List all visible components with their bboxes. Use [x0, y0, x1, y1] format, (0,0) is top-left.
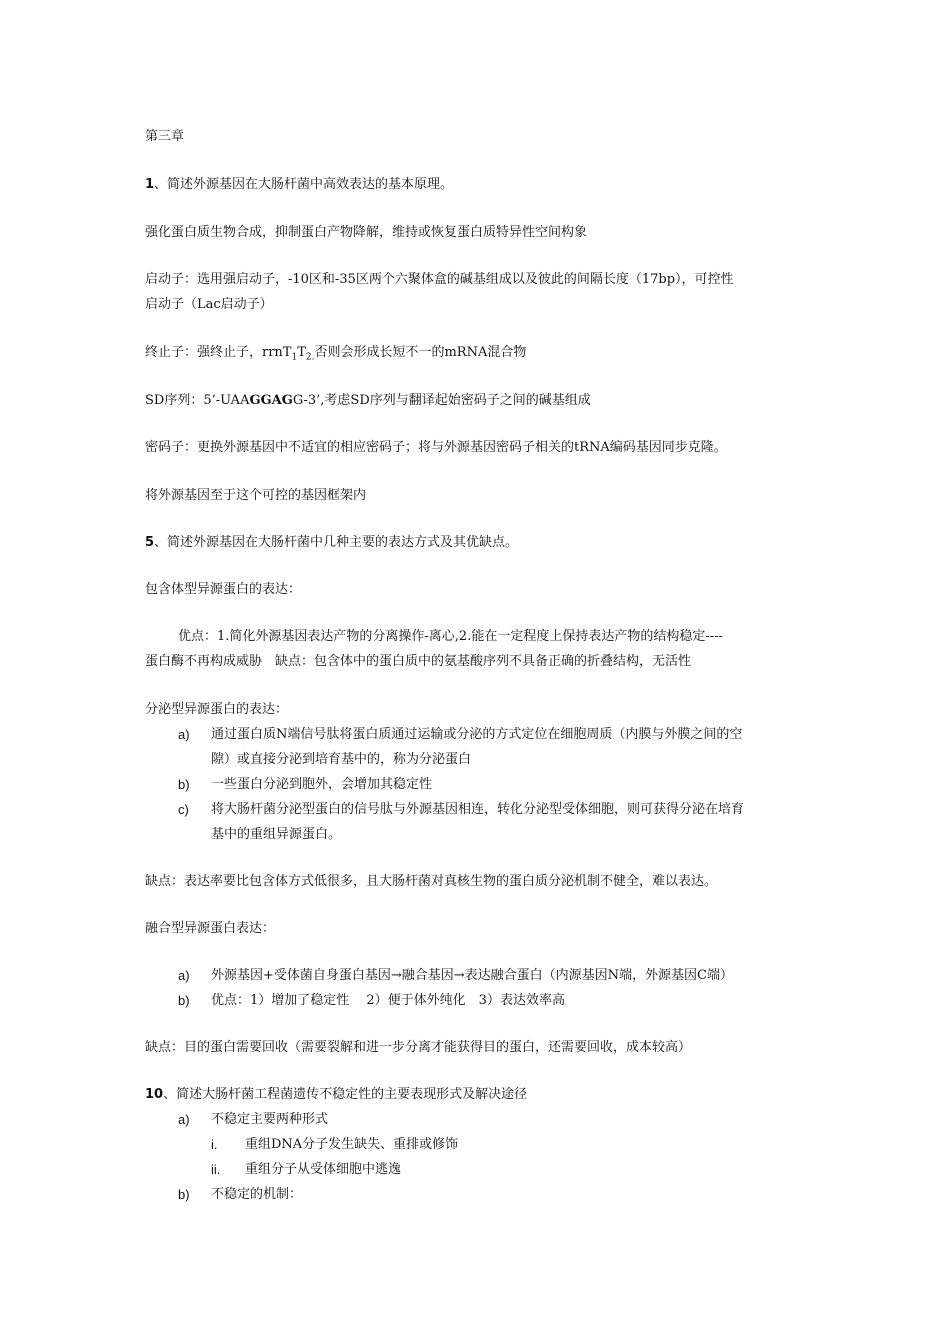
terminator-text — [145, 340, 526, 365]
secretion-item-marker: c) — [178, 802, 189, 817]
terminator-subscript-2: 2. — [305, 352, 315, 363]
terminator-prefix: 终止子：强终止子，rrnT — [145, 345, 292, 360]
q10-item-marker: a) — [178, 1112, 190, 1127]
q10-item-b: 不稳定的机制： — [211, 1187, 303, 1202]
secretion-title: 分泌型异源蛋白的表达： — [145, 702, 289, 717]
fusion-con: 缺点：目的蛋白需要回收（需要裂解和进一步分离才能获得目的蛋白，还需要回收，成本较高） — [145, 1040, 692, 1055]
q10-sub-item-marker: i. — [211, 1137, 218, 1152]
sd-suffix: G-3’,考虑SD序列与翻译起始密码子之间的碱基组成 — [292, 393, 591, 408]
question-10 — [145, 1082, 527, 1107]
chapter-title: 第三章 — [145, 129, 185, 144]
secretion-item-a-line-1: 通过蛋白质N端信号肽将蛋白质通过运输或分泌的方式定位在细胞周质（内膜与外膜之间的空 — [211, 727, 743, 742]
fusion-title: 融合型异源蛋白表达： — [145, 921, 276, 936]
q10-item-marker: b) — [178, 1187, 190, 1202]
secretion-item-c-line-1: 将大肠杆菌分泌型蛋白的信号肽与外源基因相连，转化分泌型受体细胞，则可获得分泌在培育 — [211, 802, 745, 817]
question-10-text: 、简述大肠杆菌工程菌遗传不稳定性的主要表现形式及解决途径 — [163, 1087, 528, 1102]
sd-prefix: SD序列：5’-UAA — [145, 393, 250, 408]
secretion-item-c-line-2: 基中的重组异源蛋白。 — [211, 827, 342, 842]
fusion-item-marker: b) — [178, 993, 190, 1008]
terminator-t: T — [297, 345, 306, 360]
frame-text: 将外源基因至于这个可控的基因框架内 — [145, 488, 367, 503]
sd-sequence-text — [145, 388, 591, 413]
secretion-item-b-line-1: 一些蛋白分泌到胞外，会增加其稳定性 — [211, 777, 433, 792]
q10-sub-item-i: 重组DNA分子发生缺失、重排或修饰 — [245, 1137, 459, 1152]
terminator-suffix: 否则会形成长短不一的mRNA混合物 — [314, 345, 527, 360]
principle-text: 强化蛋白质生物合成，抑制蛋白产物降解，维持或恢复蛋白质特异性空间构象 — [145, 225, 588, 240]
codon-text: 密码子：更换外源基因中不适宜的相应密码子；将与外源基因密码子相关的tRNA编码基因同步克隆。 — [145, 440, 727, 455]
inclusion-line-2: 蛋白酶不再构成威胁 缺点：包含体中的蛋白质中的氨基酸序列不具备正确的折叠结构，无活性 — [145, 654, 692, 669]
fusion-item-marker: a) — [178, 968, 190, 983]
promoter-line-2: 启动子（Lac启动子） — [145, 297, 273, 312]
q10-sub-item-marker: ii. — [211, 1162, 221, 1177]
secretion-con: 缺点：表达率要比包含体方式低很多，且大肠杆菌对真核生物的蛋白质分泌机制不健全，难以表达。 — [145, 874, 718, 889]
fusion-item-a: 外源基因+受体菌自身蛋白基因→融合基因→表达融合蛋白（内源基因N端，外源基因C端） — [211, 968, 734, 983]
sd-bold-sequence: GGAG — [249, 393, 293, 408]
question-5-text: 、简述外源基因在大肠杆菌中几种主要的表达方式及其优缺点。 — [154, 535, 519, 550]
inclusion-line-1: 优点：1.简化外源基因表达产物的分离操作-离心,2.能在一定程度上保持表达产物的结构稳定---- — [178, 629, 723, 644]
q10-item-a: 不稳定主要两种形式 — [211, 1112, 329, 1127]
question-5 — [145, 530, 518, 555]
fusion-item-b: 优点：1）增加了稳定性 2）便于体外纯化 3）表达效率高 — [211, 993, 565, 1008]
question-10-number: 10 — [145, 1087, 164, 1102]
question-1 — [145, 172, 453, 197]
terminator-subscript-1: 1 — [291, 352, 298, 363]
promoter-line-1: 启动子：选用强启动子，-10区和-35区两个六聚体盒的碱基组成以及彼此的间隔长度（17bp），可控性 — [145, 272, 734, 287]
inclusion-title: 包含体型异源蛋白的表达： — [145, 582, 302, 597]
secretion-item-a-line-2: 隙）或直接分泌到培育基中的，称为分泌蛋白 — [211, 752, 472, 767]
q10-sub-item-ii: 重组分子从受体细胞中逃逸 — [245, 1162, 402, 1177]
question-1-number: 1 — [145, 177, 155, 192]
question-5-number: 5 — [145, 535, 155, 550]
secretion-item-marker: a) — [178, 727, 190, 742]
question-1-text: 、简述外源基因在大肠杆菌中高效表达的基本原理。 — [154, 177, 454, 192]
secretion-item-marker: b) — [178, 777, 190, 792]
